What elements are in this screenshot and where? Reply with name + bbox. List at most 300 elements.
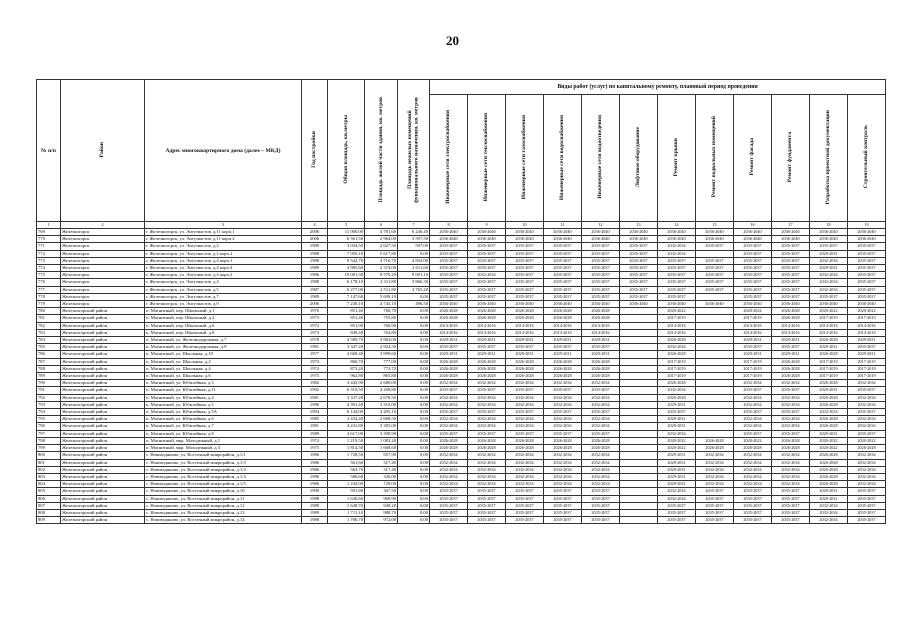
cell-period: 2035-2037	[544, 293, 582, 300]
cell-period: 2032-2034	[582, 481, 620, 488]
cell-district: Железногорск	[61, 243, 145, 250]
cell-period: 2032-2034	[468, 423, 506, 430]
cell-period: 2036-2040	[848, 229, 886, 236]
cell-period: 2035-2037	[734, 286, 772, 293]
cell-period: 2035-2037	[848, 265, 886, 272]
cell-period: 2035-2037	[658, 293, 696, 300]
table-row	[37, 365, 886, 372]
cell-year: 1976	[302, 308, 328, 315]
cell-no: 802	[37, 466, 61, 473]
cell-period: 2035-2037	[582, 286, 620, 293]
cell-period: 2036-2040	[772, 301, 810, 308]
cell-period: 2032-2034	[734, 466, 772, 473]
cell-period: 2017-2019	[848, 315, 886, 322]
cell-period: 2035-2037	[848, 509, 886, 516]
cell-district: Железногорский район	[61, 481, 145, 488]
cell-living-area: 729,00	[365, 481, 398, 488]
header-year: Год постройки	[302, 80, 328, 222]
cell-period	[620, 337, 658, 344]
cell-period: 2026-2028	[468, 437, 506, 444]
cell-period: 2035-2037	[734, 517, 772, 524]
cell-address: п. Магнитный, ул. Юбилейная, д.7	[145, 423, 302, 430]
cell-total-area: 7 147,60	[328, 293, 365, 300]
cell-no: 779	[37, 301, 61, 308]
header-living-area: Площадь жилой части здания, кв. метров	[365, 80, 398, 222]
cell-period: 2035-2037	[468, 387, 506, 394]
cell-address: г. Железногорск, ул. Энтузиастов, д.4 корп.1	[145, 257, 302, 264]
cell-period: 2036-2040	[658, 229, 696, 236]
cell-period: 2032-2034	[810, 257, 848, 264]
cell-period: 2020-2022	[848, 308, 886, 315]
cell-period	[696, 358, 734, 365]
cell-year: 1986	[302, 452, 328, 459]
table-row	[37, 459, 886, 466]
cell-period: 2032-2034	[506, 473, 544, 480]
cell-district: Железногорский район	[61, 437, 145, 444]
cell-period: 2035-2037	[468, 286, 506, 293]
cell-period: 2014-2016	[506, 329, 544, 336]
cell-period: 2032-2034	[848, 416, 886, 423]
cell-period: 2014-2016	[810, 322, 848, 329]
cell-period: 2014-2016	[848, 322, 886, 329]
cell-year: 1986	[302, 473, 328, 480]
cell-no: 784	[37, 337, 61, 344]
cell-period: 2032-2034	[848, 473, 886, 480]
column-number: 19	[848, 222, 886, 229]
cell-period: 2032-2034	[582, 452, 620, 459]
cell-period: 2032-2034	[848, 459, 886, 466]
cell-period: 2035-2037	[848, 488, 886, 495]
cell-district: Железногорск	[61, 265, 145, 272]
cell-period: 2026-2028	[810, 394, 848, 401]
table-row	[37, 394, 886, 401]
cell-total-area: 6 277,00	[328, 286, 365, 293]
cell-total-area: 563,70	[328, 466, 365, 473]
cell-period: 2035-2037	[620, 286, 658, 293]
cell-district: Железногорск	[61, 279, 145, 286]
cell-address: п. Магнитный, ул. Школьная, д.2	[145, 358, 302, 365]
table-row	[37, 517, 886, 524]
table-row	[37, 265, 886, 272]
cell-period: 2026-2028	[544, 373, 582, 380]
cell-period: 2032-2034	[582, 423, 620, 430]
cell-year: 1977	[302, 351, 328, 358]
cell-living-area: 2 680,00	[365, 380, 398, 387]
cell-period: 2017-2019	[810, 315, 848, 322]
cell-period: 2026-2028	[810, 337, 848, 344]
table-row	[37, 301, 886, 308]
cell-period: 2036-2040	[506, 301, 544, 308]
cell-year: 1972	[302, 322, 328, 329]
cell-period: 2036-2040	[810, 301, 848, 308]
cell-period: 2035-2037	[430, 517, 468, 524]
cell-period: 2032-2034	[582, 466, 620, 473]
cell-period	[620, 430, 658, 437]
cell-period: 2017-2019	[734, 373, 772, 380]
header-work-11: Разработка проектной документации	[810, 95, 848, 222]
cell-period: 2035-2037	[430, 495, 468, 502]
cell-period	[620, 322, 658, 329]
cell-year: 1981	[302, 344, 328, 351]
cell-address: с. Нововодяново, ул. Восточный микрорайон, д.13	[145, 509, 302, 516]
cell-period: 2032-2034	[430, 416, 468, 423]
cell-period: 2036-2040	[696, 236, 734, 243]
cell-period: 2035-2037	[468, 279, 506, 286]
table-body	[37, 229, 886, 524]
cell-year: 1988	[302, 495, 328, 502]
cell-period	[620, 445, 658, 452]
cell-period: 2032-2034	[658, 495, 696, 502]
cell-period	[696, 373, 734, 380]
cell-period: 2035-2037	[734, 409, 772, 416]
cell-living-area: 957,90	[365, 452, 398, 459]
header-works-group: Виды работ (услуг) по капитальному ремонту, плановый период проведения	[430, 80, 886, 95]
cell-period: 2035-2037	[430, 430, 468, 437]
cell-no: 786	[37, 351, 61, 358]
cell-period: 2035-2037	[734, 387, 772, 394]
cell-no: 797	[37, 430, 61, 437]
cell-period: 2035-2037	[772, 293, 810, 300]
cell-period: 2032-2034	[848, 380, 886, 387]
cell-nonliving-area: 3 597,50	[398, 236, 430, 243]
table-row	[37, 488, 886, 495]
cell-period	[620, 344, 658, 351]
cell-period: 2029-2031	[772, 351, 810, 358]
cell-period: 2032-2034	[772, 459, 810, 466]
cell-period: 2032-2034	[848, 481, 886, 488]
cell-period: 2032-2034	[810, 409, 848, 416]
cell-address: п. Магнитный, ул. Юбилейная, д.8	[145, 430, 302, 437]
cell-address: с. Нововодяново, ул. Восточный микрорайон, д.1/4	[145, 466, 302, 473]
cell-living-area: 755,80	[365, 315, 398, 322]
cell-period: 2036-2040	[848, 236, 886, 243]
cell-period: 2036-2040	[658, 236, 696, 243]
cell-period: 2035-2037	[582, 488, 620, 495]
cell-nonliving-area: 0,00	[398, 373, 430, 380]
cell-period: 2032-2034	[848, 423, 886, 430]
cell-period: 2026-2028	[544, 445, 582, 452]
cell-address: с. Нововодяново, ул. Восточный микрорайон, д.1/5	[145, 481, 302, 488]
cell-period: 2014-2016	[544, 322, 582, 329]
cell-period: 2032-2034	[468, 401, 506, 408]
cell-nonliving-area: 0,00	[398, 495, 430, 502]
cell-period: 2032-2034	[772, 473, 810, 480]
cell-period: 2026-2028	[468, 365, 506, 372]
cell-period: 2032-2034	[848, 401, 886, 408]
cell-period: 2035-2037	[696, 243, 734, 250]
cell-living-area: 949,20	[365, 502, 398, 509]
cell-period: 2035-2037	[544, 509, 582, 516]
cell-no: 785	[37, 344, 61, 351]
cell-living-area: 367,50	[365, 488, 398, 495]
cell-period: 2032-2034	[658, 430, 696, 437]
cell-period: 2035-2037	[544, 272, 582, 279]
cell-total-area: 962,80	[328, 373, 365, 380]
cell-nonliving-area: 2 611,60	[398, 265, 430, 272]
column-number: 7	[398, 222, 430, 229]
cell-year: 1986	[302, 481, 328, 488]
cell-period: 2035-2037	[582, 257, 620, 264]
cell-period: 2032-2034	[696, 481, 734, 488]
cell-period: 2029-2031	[430, 337, 468, 344]
cell-period: 2032-2034	[544, 416, 582, 423]
cell-period: 2035-2037	[506, 279, 544, 286]
cell-period: 2035-2037	[848, 293, 886, 300]
cell-period: 2026-2028	[810, 473, 848, 480]
column-number: 13	[620, 222, 658, 229]
header-work-10: Ремонт фундамента	[772, 95, 810, 222]
cell-period: 2035-2037	[544, 286, 582, 293]
cell-period: 2035-2037	[696, 517, 734, 524]
cell-period: 2036-2040	[430, 301, 468, 308]
table-row	[37, 409, 886, 416]
cell-total-area: 7 230,10	[328, 301, 365, 308]
cell-period: 2035-2037	[430, 257, 468, 264]
cell-total-area: 6 178,10	[328, 279, 365, 286]
cell-no: 780	[37, 308, 61, 315]
cell-living-area: 1 083,20	[365, 437, 398, 444]
cell-period: 2026-2028	[430, 308, 468, 315]
cell-period: 2029-2031	[734, 337, 772, 344]
cell-living-area: 4 295,10	[365, 409, 398, 416]
cell-district: Железногорский район	[61, 358, 145, 365]
cell-no: 789	[37, 373, 61, 380]
cell-period: 2035-2037	[734, 257, 772, 264]
cell-period: 2032-2034	[468, 452, 506, 459]
header-work-7: Ремонт крыши	[658, 95, 696, 222]
cell-period: 2035-2037	[696, 502, 734, 509]
cell-period	[620, 502, 658, 509]
cell-nonliving-area: 0,00	[398, 423, 430, 430]
table-row	[37, 351, 886, 358]
cell-period: 2026-2028	[810, 466, 848, 473]
cell-total-area: 1 711,10	[328, 509, 365, 516]
cell-period: 2035-2037	[658, 509, 696, 516]
cell-year: 1988	[302, 279, 328, 286]
column-number: 2	[61, 222, 145, 229]
cell-district: Железногорск	[61, 272, 145, 279]
cell-period: 2026-2028	[582, 315, 620, 322]
cell-period: 2035-2037	[582, 265, 620, 272]
cell-total-area: 1 706,70	[328, 517, 365, 524]
cell-period: 2035-2037	[430, 243, 468, 250]
cell-district: Железногорский район	[61, 401, 145, 408]
header-district: Район	[61, 80, 145, 222]
cell-period: 2026-2028	[810, 459, 848, 466]
cell-period: 2032-2034	[506, 466, 544, 473]
cell-period: 2035-2037	[582, 387, 620, 394]
cell-period	[620, 401, 658, 408]
column-number: 1	[37, 222, 61, 229]
cell-total-area: 6 310,50	[328, 387, 365, 394]
cell-nonliving-area: 0,00	[398, 452, 430, 459]
cell-period: 2032-2034	[544, 473, 582, 480]
cell-nonliving-area: 0,00	[398, 437, 430, 444]
cell-period: 2026-2028	[810, 416, 848, 423]
cell-nonliving-area: 0,00	[398, 250, 430, 257]
cell-period: 2029-2031	[848, 337, 886, 344]
cell-period: 2035-2037	[582, 279, 620, 286]
table-header	[37, 80, 886, 229]
cell-period: 2029-2031	[430, 351, 468, 358]
cell-period: 2029-2031	[848, 351, 886, 358]
column-number: 16	[734, 222, 772, 229]
cell-period: 2032-2034	[734, 473, 772, 480]
cell-period: 2035-2037	[506, 509, 544, 516]
cell-nonliving-area: 4 832,00	[398, 257, 430, 264]
cell-period: 2026-2028	[772, 445, 810, 452]
cell-period	[696, 416, 734, 423]
cell-period: 2029-2031	[544, 337, 582, 344]
cell-year: 1973	[302, 329, 328, 336]
cell-period	[620, 423, 658, 430]
cell-period: 2035-2037	[544, 502, 582, 509]
cell-address: п. Магнитный, ул. Железнодорожная, д.9	[145, 344, 302, 351]
cell-period: 2035-2037	[848, 502, 886, 509]
cell-period: 2032-2034	[734, 452, 772, 459]
cell-period	[620, 394, 658, 401]
cell-address: с. Нововодяново, ул. Восточный микрорайон, д.1/4	[145, 473, 302, 480]
cell-period: 2035-2037	[772, 344, 810, 351]
cell-living-area: 320,00	[365, 473, 398, 480]
cell-district: Железногорск	[61, 301, 145, 308]
cell-district: Железногорский район	[61, 430, 145, 437]
cell-period: 2032-2034	[772, 466, 810, 473]
cell-period: 2032-2034	[772, 416, 810, 423]
cell-district: Железногорский район	[61, 394, 145, 401]
cell-no: 770	[37, 236, 61, 243]
cell-period: 2032-2034	[658, 250, 696, 257]
cell-period: 2035-2037	[658, 279, 696, 286]
cell-period: 2017-2019	[810, 373, 848, 380]
cell-period: 2026-2028	[582, 358, 620, 365]
cell-period: 2032-2034	[430, 401, 468, 408]
cell-period	[620, 308, 658, 315]
cell-period: 2036-2040	[772, 229, 810, 236]
cell-period: 2035-2037	[848, 409, 886, 416]
cell-period: 2029-2031	[810, 495, 848, 502]
column-number: 10	[506, 222, 544, 229]
cell-period: 2020-2022	[848, 437, 886, 444]
cell-period: 2036-2040	[468, 301, 506, 308]
cell-period: 2035-2037	[468, 430, 506, 437]
cell-period: 2017-2019	[658, 358, 696, 365]
cell-period: 2026-2028	[582, 308, 620, 315]
cell-period: 2035-2037	[506, 272, 544, 279]
table-row	[37, 229, 886, 236]
table-row	[37, 452, 886, 459]
cell-period: 2035-2037	[810, 243, 848, 250]
cell-period: 2032-2034	[430, 466, 468, 473]
cell-living-area: 2 627,50	[365, 243, 398, 250]
cell-period	[696, 409, 734, 416]
cell-period: 2029-2031	[810, 250, 848, 257]
cell-period: 2032-2034	[734, 481, 772, 488]
cell-district: Железногорский район	[61, 502, 145, 509]
cell-period: 2035-2037	[430, 488, 468, 495]
table-row	[37, 293, 886, 300]
cell-period: 2036-2040	[810, 229, 848, 236]
cell-total-area: 3 432,40	[328, 416, 365, 423]
cell-period: 2032-2034	[468, 466, 506, 473]
cell-period: 2032-2034	[544, 394, 582, 401]
cell-period: 2014-2016	[848, 329, 886, 336]
cell-period: 2035-2037	[734, 250, 772, 257]
cell-year: 1989	[302, 265, 328, 272]
cell-nonliving-area: 507,00	[398, 243, 430, 250]
cell-nonliving-area: 0,00	[398, 322, 430, 329]
cell-period: 2032-2034	[772, 394, 810, 401]
cell-year: 1988	[302, 250, 328, 257]
cell-no: 806	[37, 495, 61, 502]
cell-period: 2036-2040	[430, 229, 468, 236]
cell-period: 2035-2037	[772, 430, 810, 437]
cell-period	[620, 452, 658, 459]
cell-period: 2035-2037	[848, 430, 886, 437]
cell-period: 2014-2016	[582, 329, 620, 336]
cell-period: 2035-2037	[772, 509, 810, 516]
cell-district: Железногорск	[61, 236, 145, 243]
cell-no: 781	[37, 315, 61, 322]
cell-period: 2017-2019	[734, 365, 772, 372]
cell-period: 2035-2037	[696, 272, 734, 279]
cell-period: 2035-2037	[430, 265, 468, 272]
cell-period: 2029-2031	[734, 351, 772, 358]
cell-period: 2032-2034	[430, 481, 468, 488]
cell-period: 2032-2034	[544, 466, 582, 473]
cell-period: 2036-2040	[620, 301, 658, 308]
cell-period: 2032-2034	[506, 423, 544, 430]
cell-period	[620, 351, 658, 358]
cell-period: 2032-2034	[772, 380, 810, 387]
cell-period: 2017-2019	[810, 365, 848, 372]
cell-district: Железногорский район	[61, 365, 145, 372]
cell-district: Железногорский район	[61, 466, 145, 473]
cell-nonliving-area: 3 866,30	[398, 279, 430, 286]
header-no: № п/п	[37, 80, 61, 222]
cell-period: 2032-2034	[544, 380, 582, 387]
table-row	[37, 373, 886, 380]
cell-period: 2035-2037	[582, 495, 620, 502]
cell-address: г. Железногорск, ул. Энтузиастов, д.4	[145, 279, 302, 286]
cell-period: 2036-2040	[658, 301, 696, 308]
cell-nonliving-area: 0,00	[398, 509, 430, 516]
cell-district: Железногорский район	[61, 495, 145, 502]
cell-address: с. Нововодяново, ул. Восточный микрорайон, д.10	[145, 488, 302, 495]
cell-total-area: 4 985,60	[328, 265, 365, 272]
cell-total-area: 1 219,50	[328, 437, 365, 444]
cell-period: 2035-2037	[582, 509, 620, 516]
cell-living-area: 2 924,50	[365, 344, 398, 351]
cell-nonliving-area: 0,00	[398, 387, 430, 394]
cell-nonliving-area: 6 246,40	[398, 229, 430, 236]
cell-period	[620, 459, 658, 466]
cell-period: 2032-2034	[582, 459, 620, 466]
cell-period: 2036-2040	[544, 236, 582, 243]
cell-address: п. Магнитный, ул. Школьная, д.4	[145, 365, 302, 372]
cell-period: 2026-2028	[772, 308, 810, 315]
cell-no: 769	[37, 229, 61, 236]
cell-living-area: 4 781,60	[365, 229, 398, 236]
cell-year: 1987	[302, 286, 328, 293]
cell-total-area: 586,60	[328, 473, 365, 480]
cell-total-area: 3 347,20	[328, 344, 365, 351]
cell-living-area: 317,40	[365, 459, 398, 466]
cell-period: 2029-2031	[658, 481, 696, 488]
cell-period: 2032-2034	[506, 394, 544, 401]
cell-period: 2032-2034	[544, 452, 582, 459]
cell-period: 2036-2040	[544, 301, 582, 308]
